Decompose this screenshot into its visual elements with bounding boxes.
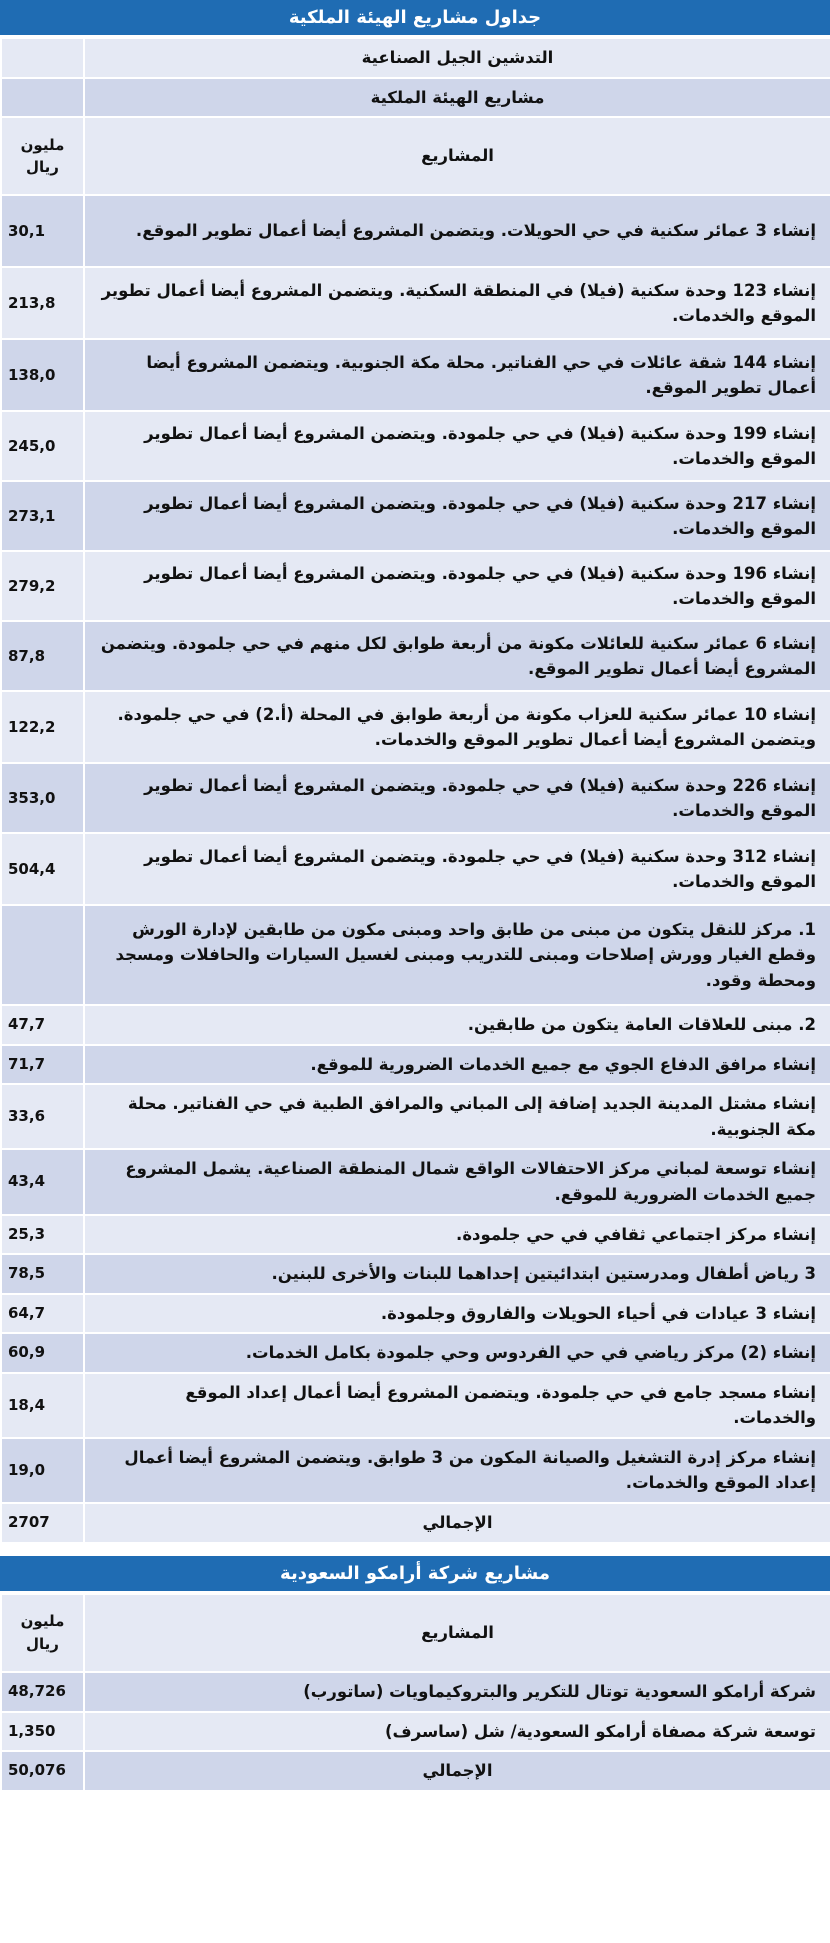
project-description: إنشاء 3 عيادات في أحياء الحويلات والفاروق وجلمودة.: [84, 1294, 830, 1334]
cost-value: 78,5: [1, 1254, 84, 1294]
projects-header: المشاريع: [84, 1594, 830, 1672]
table-row: [1, 1294, 830, 1334]
subtitle-row: [1, 78, 830, 118]
table-row: [1, 267, 830, 339]
project-description: إنشاء 144 شقة عائلات في حي الفناتير. محلة مكة الجنوبية. ويتضمن المشروع أيضا أعمال تطوير الموقع.: [84, 339, 830, 411]
cost-value: 30,1: [1, 195, 84, 267]
cost-value: 47,7: [1, 1005, 84, 1045]
aramco-title: مشاريع شركة أرامكو السعودية: [0, 1556, 830, 1593]
cost-value: 19,0: [1, 1438, 84, 1503]
unit-line-2: ريال: [26, 158, 59, 177]
project-description: إنشاء (2) مركز رياضي في حي الفردوس وحي جلمودة بكامل الخدمات.: [84, 1333, 830, 1373]
table-row: [1, 1215, 830, 1255]
subtitle-royal-projects: مشاريع الهيئة الملكية: [84, 78, 830, 118]
table-row: [1, 481, 830, 551]
cost-value: 273,1: [1, 481, 84, 551]
table-row: [1, 1438, 830, 1503]
total-row: [1, 1503, 830, 1543]
table-row: [1, 1005, 830, 1045]
aramco-section: [0, 1556, 830, 1792]
cost-value: 138,0: [1, 339, 84, 411]
project-description: إنشاء مسجد جامع في حي جلمودة. ويتضمن المشروع أيضا أعمال إعداد الموقع والخدمات.: [84, 1373, 830, 1438]
unit-line-1: مليون: [20, 135, 65, 154]
project-description: إنشاء 6 عمائر سكنية للعائلات مكونة من أربعة طوابق لكل منهم في حي جلمودة. ويتضمن المشروع أيضا أعمال تطوير الموقع.: [84, 621, 830, 691]
column-header-row: [1, 1594, 830, 1672]
table-row: [1, 1373, 830, 1438]
total-label: الإجمالي: [84, 1503, 830, 1543]
royal-commission-table: [0, 37, 830, 1544]
table-row: [1, 763, 830, 833]
subtitle-industrial: التدشين الجيل الصناعية: [84, 38, 830, 78]
table-row: [1, 411, 830, 481]
project-description: شركة أرامكو السعودية توتال للتكرير والبتروكيماويات (ساتورب): [84, 1672, 830, 1712]
table-row: [1, 1149, 830, 1214]
table-row: [1, 833, 830, 905]
table-row: [1, 1045, 830, 1085]
table-row: [1, 1672, 830, 1712]
unit-header: [1, 117, 84, 195]
total-value: 2707: [1, 1503, 84, 1543]
project-description: إنشاء 199 وحدة سكنية (فيلا) في حي جلمودة. ويتضمن المشروع أيضا أعمال تطوير الموقع والخدمات.: [84, 411, 830, 481]
project-description: توسعة شركة مصفاة أرامكو السعودية/ شل (ساسرف): [84, 1712, 830, 1752]
cost-value: [1, 905, 84, 1005]
empty-cell: [1, 38, 84, 78]
project-description: إنشاء 312 وحدة سكنية (فيلا) في حي جلمودة. ويتضمن المشروع أيضا أعمال تطوير الموقع والخدمات.: [84, 833, 830, 905]
project-description: 1. مركز للنقل يتكون من مبنى من طابق واحد ومبنى مكون من طابقين لإدارة الورش وقطع الغيار وورش إصلاحات ومبنى للتدريب ومبنى لغسيل السيارات والحافلات ومسجد ومحطة وقود.: [84, 905, 830, 1005]
project-description: 2. مبنى للعلاقات العامة يتكون من طابقين.: [84, 1005, 830, 1045]
aramco-table: [0, 1593, 830, 1792]
cost-value: 64,7: [1, 1294, 84, 1334]
table-row: [1, 1712, 830, 1752]
table-row: [1, 621, 830, 691]
table-row: [1, 1333, 830, 1373]
cost-value: 48,726: [1, 1672, 84, 1712]
projects-header: المشاريع: [84, 117, 830, 195]
total-label: الإجمالي: [84, 1751, 830, 1791]
table-row: [1, 1084, 830, 1149]
subtitle-row: [1, 38, 830, 78]
project-description: إنشاء توسعة لمباني مركز الاحتفالات الواقع شمال المنطقة الصناعية. يشمل المشروع جميع الخدمات الضرورية للموقع.: [84, 1149, 830, 1214]
project-description: إنشاء مركز إدرة التشغيل والصيانة المكون من 3 طوابق. ويتضمن المشروع أيضا أعمال إعداد الموقع والخدمات.: [84, 1438, 830, 1503]
project-description: إنشاء مركز اجتماعي ثقافي في حي جلمودة.: [84, 1215, 830, 1255]
project-description: إنشاء 123 وحدة سكنية (فيلا) في المنطقة السكنية. ويتضمن المشروع أيضا أعمال تطوير الموقع والخدمات.: [84, 267, 830, 339]
table-row: [1, 551, 830, 621]
cost-value: 353,0: [1, 763, 84, 833]
project-description: إنشاء 3 عمائر سكنية في حي الحويلات. ويتضمن المشروع أيضا أعمال تطوير الموقع.: [84, 195, 830, 267]
table-row: [1, 1254, 830, 1294]
unit-header: [1, 1594, 84, 1672]
empty-cell: [1, 78, 84, 118]
project-description: إنشاء 217 وحدة سكنية (فيلا) في حي جلمودة. ويتضمن المشروع أيضا أعمال تطوير الموقع والخدمات.: [84, 481, 830, 551]
table-row: [1, 691, 830, 763]
cost-value: 279,2: [1, 551, 84, 621]
cost-value: 71,7: [1, 1045, 84, 1085]
royal-commission-title: جداول مشاريع الهيئة الملكية: [0, 0, 830, 37]
cost-value: 87,8: [1, 621, 84, 691]
project-description: 3 رياض أطفال ومدرستين ابتدائيتين إحداهما للبنات والأخرى للبنين.: [84, 1254, 830, 1294]
total-value: 50,076: [1, 1751, 84, 1791]
cost-value: 504,4: [1, 833, 84, 905]
section-gap: [0, 1544, 830, 1556]
cost-value: 1,350: [1, 1712, 84, 1752]
project-description: إنشاء مشتل المدينة الجديد إضافة إلى المباني والمرافق الطبية في حي الفناتير. محلة مكة الجنوبية.: [84, 1084, 830, 1149]
cost-value: 18,4: [1, 1373, 84, 1438]
project-description: إنشاء 196 وحدة سكنية (فيلا) في حي جلمودة. ويتضمن المشروع أيضا أعمال تطوير الموقع والخدمات.: [84, 551, 830, 621]
table-row: [1, 339, 830, 411]
unit-line-1: مليون: [20, 1612, 65, 1631]
cost-value: 43,4: [1, 1149, 84, 1214]
table-row: [1, 905, 830, 1005]
cost-value: 33,6: [1, 1084, 84, 1149]
column-header-row: [1, 117, 830, 195]
cost-value: 122,2: [1, 691, 84, 763]
total-row: [1, 1751, 830, 1791]
project-description: إنشاء 10 عمائر سكنية للعزاب مكونة من أربعة طوابق في المحلة (أ.2) في حي جلمودة. ويتضمن المشروع أيضا أعمال تطوير الموقع والخدمات.: [84, 691, 830, 763]
table-row: [1, 195, 830, 267]
cost-value: 60,9: [1, 1333, 84, 1373]
cost-value: 213,8: [1, 267, 84, 339]
unit-line-2: ريال: [26, 1634, 59, 1653]
cost-value: 25,3: [1, 1215, 84, 1255]
project-description: إنشاء مرافق الدفاع الجوي مع جميع الخدمات الضرورية للموقع.: [84, 1045, 830, 1085]
project-description: إنشاء 226 وحدة سكنية (فيلا) في حي جلمودة. ويتضمن المشروع أيضا أعمال تطوير الموقع والخدمات.: [84, 763, 830, 833]
cost-value: 245,0: [1, 411, 84, 481]
